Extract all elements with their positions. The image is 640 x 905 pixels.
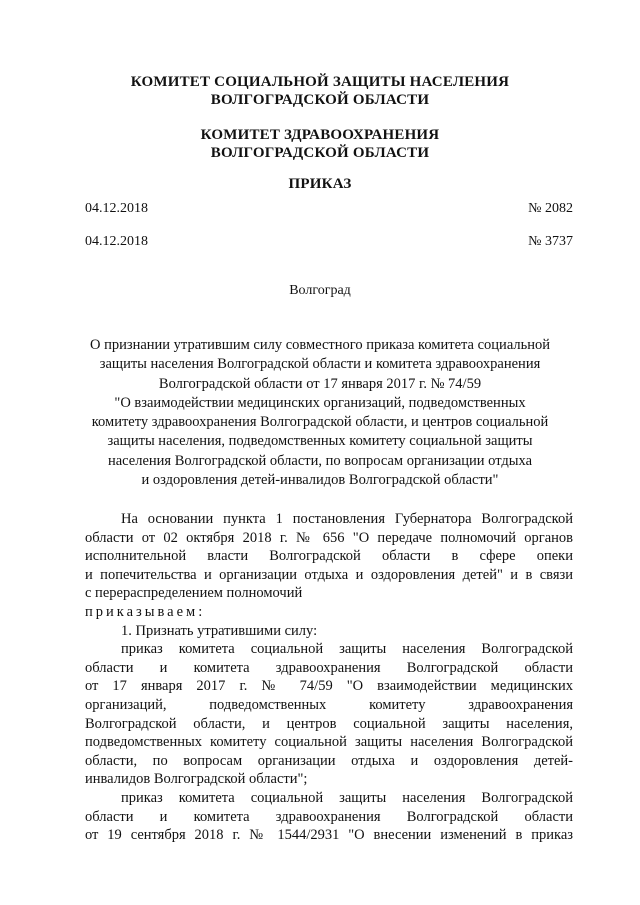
org2-header: [0, 126, 640, 162]
para2-line: инвалидов Волгоградской области";: [85, 771, 308, 788]
doc-type: [0, 175, 640, 193]
para1-line: и попечительства и организации отдыха и оздоровления детей" и в связи: [85, 566, 573, 583]
order-date-2: 04.12.2018: [85, 234, 148, 249]
document-title: [60, 336, 580, 490]
para1-line: области от 02 октября 2018 г. № 656 "О передаче полномочий органов: [85, 529, 573, 546]
para2-line: Волгоградской области, и центров социальной защиты населения,: [85, 715, 573, 732]
city: Волгоград: [289, 283, 351, 298]
para3-line: области и комитета здравоохранения Волгоградской области: [85, 808, 573, 825]
item1: 1. Признать утратившими силу:: [121, 622, 318, 639]
para2-line: области и комитета здравоохранения Волгоградской области: [85, 659, 573, 676]
para1-line: На основании пункта 1 постановления Губернатора Волгоградской: [121, 511, 573, 527]
order-date-1: 04.12.2018: [85, 201, 148, 216]
title-line: защиты населения, подведомственных комитету социальной защиты: [107, 433, 533, 450]
org2-line2: ВОЛГОГРАДСКОЙ ОБЛАСТИ: [210, 145, 430, 161]
order-number-2: № 3737: [528, 234, 573, 249]
title-line: населения Волгоградской области, по вопросам организации отдыха: [107, 452, 533, 469]
title-line: защиты населения Волгоградской области и комитета здравоохранения: [99, 356, 541, 373]
para2-line: организаций, подведомственных комитету здравоохранения: [85, 696, 573, 713]
para2-line: приказ комитета социальной защиты населения Волгоградской: [121, 641, 573, 658]
title-line: и оздоровления детей-инвалидов Волгоградской области": [141, 472, 499, 489]
para2-line: подведомственных комитету социальной защиты населения Волгоградской: [85, 734, 573, 751]
order-number-1: № 2082: [528, 201, 573, 216]
org1-header: [0, 73, 640, 109]
title-line: "О взаимодействии медицинских организаций, подведомственных: [114, 394, 526, 411]
title-line: О признании утратившим силу совместного приказа комитета социальной: [89, 337, 550, 353]
document-body: [85, 510, 573, 845]
para1-line: с перераспределением полномочий: [85, 585, 303, 602]
order-word: приказываем:: [85, 603, 206, 620]
org2-line1: КОМИТЕТ ЗДРАВООХРАНЕНИЯ: [200, 127, 440, 143]
para2-line: от 17 января 2017 г. № 74/59 "О взаимодействии медицинских: [85, 678, 573, 695]
para3-line: приказ комитета социальной защиты населения Волгоградской: [121, 789, 573, 806]
title-line: Волгоградской области от 17 января 2017 г. № 74/59: [158, 375, 482, 392]
para3-line: от 19 сентября 2018 г. № 1544/2931 "О внесении изменений в приказ: [85, 827, 573, 844]
para1-line: исполнительной власти Волгоградской области в сфере опеки: [85, 548, 573, 565]
org1-line1: КОМИТЕТ СОЦИАЛЬНОЙ ЗАЩИТЫ НАСЕЛЕНИЯ: [130, 74, 510, 90]
org1-line2: ВОЛГОГРАДСКОЙ ОБЛАСТИ: [210, 92, 430, 108]
doc-type-label: ПРИКАЗ: [288, 176, 352, 192]
para2-line: области, по вопросам организации отдыха и оздоровления детей-: [85, 752, 573, 769]
title-line: комитету здравоохранения Волгоградской области, и центров социальной: [91, 414, 549, 431]
